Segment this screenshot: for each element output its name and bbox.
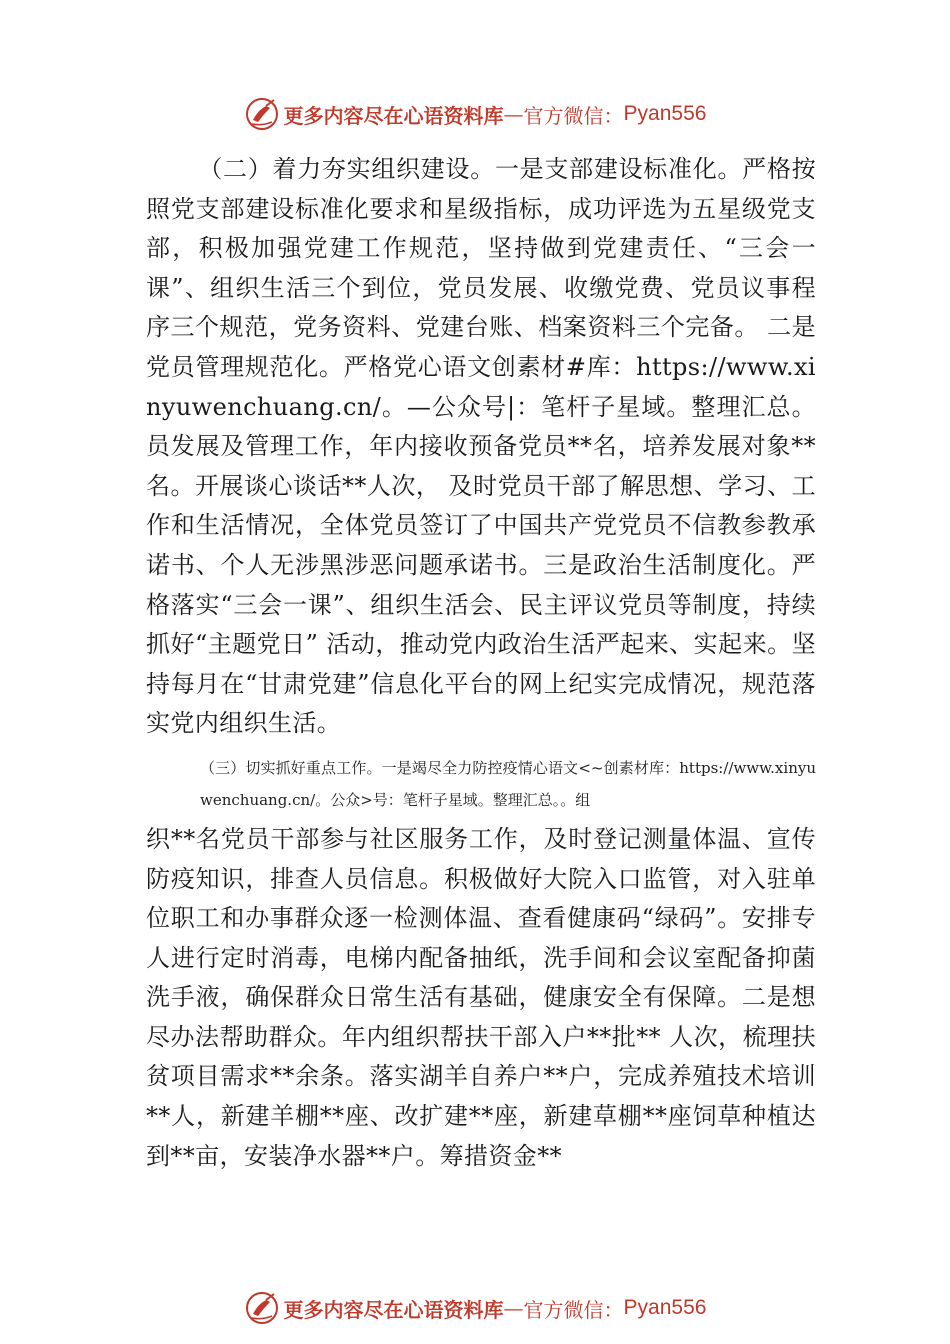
paragraph-1-text: （二）着力夯实组织建设。一是支部建设标准化。严格按照党支部建设标准化要求和星级指标，成功评选为五星级党支部，积极加强党建工作规范，坚持做到党建责任、“三会一课”、组织生活三个到位，党员发展、收缴党费、党员议事程序三个规范，党务资料、党建台账、档案资料三个完备。 二是党员管理规范化。严格党心语文创素材#库：https://www.xinyuwenchuang.cn/。—公众号|：笔杆子星域。整理汇总。员发展及管理工作，年内接收预备党员**名，培养发展对象**名。开展谈心谈话**人次， 及时党员干部了解思想、学习、工作和生活情况，全体党员签订了中国共产党党员不信教参教承诺书、个人无涉黑涉恶问题承诺书。三是政治生活制度化。严格落实“三会一课”、组织生活会、民主评议党员等制度，持续抓好“主题党日” 活动，推动党内政治生活严起来、实起来。坚持每月在“甘肃党建”信息化平台的网上纪实完成情况，规范落实党内组织生活。 [146, 155, 816, 738]
brand-name: 更多内容尽在心语资料库 [283, 103, 504, 128]
paragraph-key-work-small: （三）切实抓好重点工作。一是竭尽全力防控疫情心语文<~创素材库：https://www.xinyuwenchuang.cn/。公众>号：笔杆子星域。整理汇总。。组 [200, 758, 816, 809]
header-watermark-banner [0, 94, 950, 134]
wechat-id: Pyan556 [623, 102, 707, 125]
banner-dash: — [503, 1296, 524, 1320]
footer-watermark-banner [0, 1288, 950, 1328]
official-wechat-label: 官方微信： [523, 103, 624, 128]
document-body [146, 150, 816, 1176]
official-wechat-label: 官方微信： [523, 1297, 624, 1322]
writing-hand-logo-icon [244, 96, 280, 132]
brand-name: 更多内容尽在心语资料库 [283, 1297, 504, 1322]
paragraph-epidemic-and-assistance: 织**名党员干部参与社区服务工作，及时登记测量体温、宣传防疫知识，排查人员信息。积极做好大院入口监管，对入驻单位职工和办事群众逐一检测体温、查看健康码“绿码”。安排专人进行定时消毒，电梯内配备抽纸，洗手间和会议室配备抑菌洗手液，确保群众日常生活有基础，健康安全有保障。二是想尽办法帮助群众。年内组织帮扶干部入户**批** 人次，梳理扶贫项目需求**余条。落实湖羊自养户**户，完成养殖技术培训**人，新建羊棚**座、改扩建**座，新建草棚**座饲草种植达到**亩，安装净水器**户。筹措资金** [146, 824, 816, 1170]
paragraph-organization-building [146, 150, 816, 744]
wechat-id: Pyan556 [623, 1296, 707, 1319]
banner-dash: — [503, 102, 524, 126]
writing-hand-logo-icon [244, 1290, 280, 1326]
